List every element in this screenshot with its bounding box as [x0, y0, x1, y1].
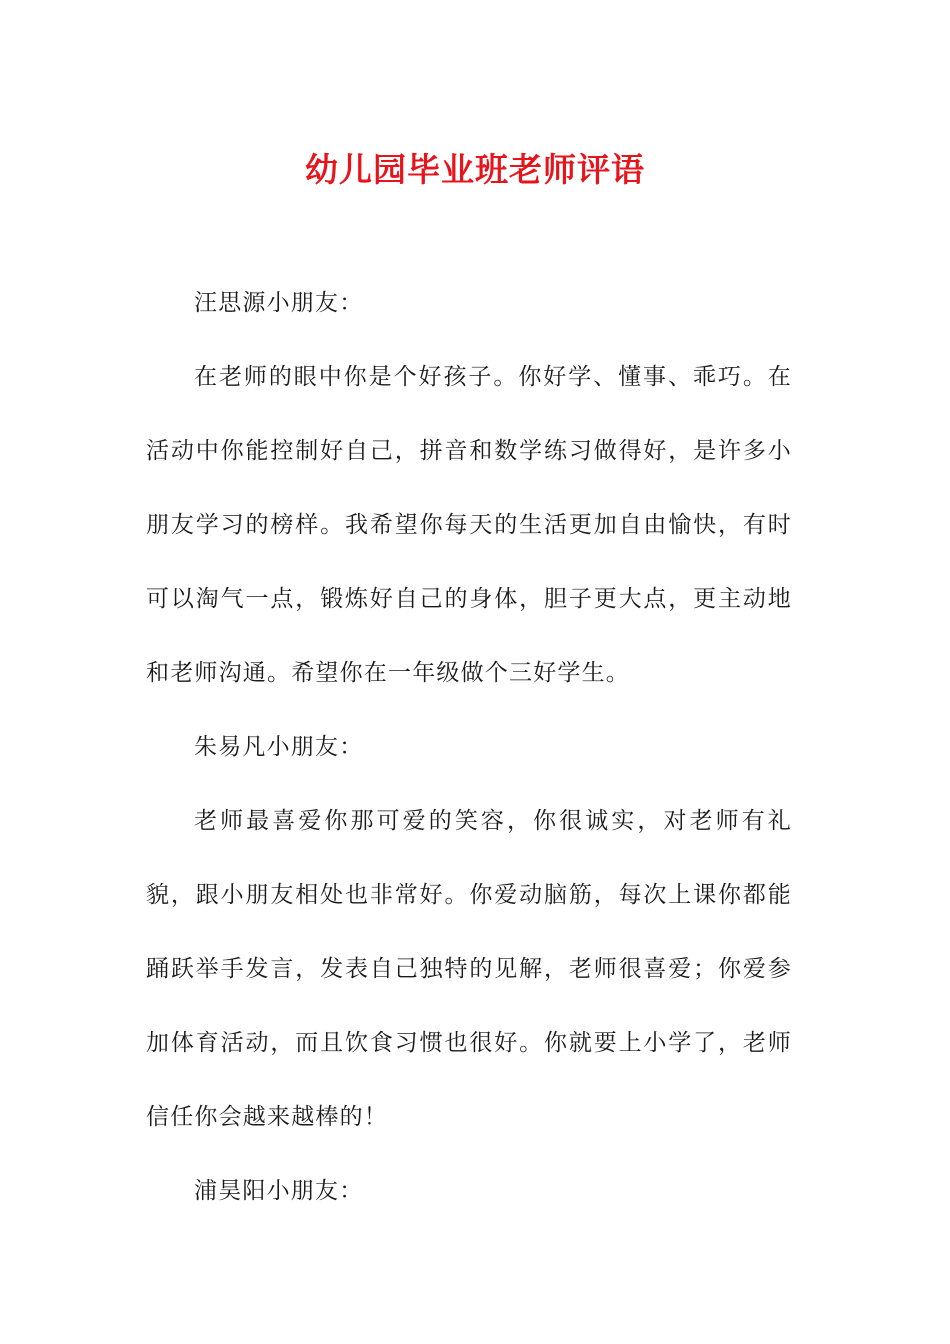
salutation-1: 汪思源小朋友：: [194, 290, 364, 316]
salutation-2: 朱易凡小朋友：: [194, 734, 364, 760]
document-body: [146, 266, 792, 1228]
document-title: 幼儿园毕业班老师评语: [305, 150, 645, 189]
comment-1: 在老师的眼中你是个好孩子。你好学、懂事、乖巧。在活动中你能控制好自己，拼音和数学练习做得好，是许多小朋友学习的榜样。我希望你每天的生活更加自由愉快，有时可以淘气一点，锻炼好自己的身体，胆子更大点，更主动地和老师沟通。希望你在一年级做个三好学生。: [146, 364, 792, 686]
salutation-3: 浦昊阳小朋友：: [194, 1178, 364, 1204]
comment-2: 老师最喜爱你那可爱的笑容，你很诚实，对老师有礼貌，跟小朋友相处也非常好。你爱动脑筋，每次上课你都能踊跃举手发言，发表自己独特的见解，老师很喜爱；你爱参加体育活动，而且饮食习惯也很好。你就要上小学了，老师信任你会越来越棒的！: [146, 808, 792, 1130]
